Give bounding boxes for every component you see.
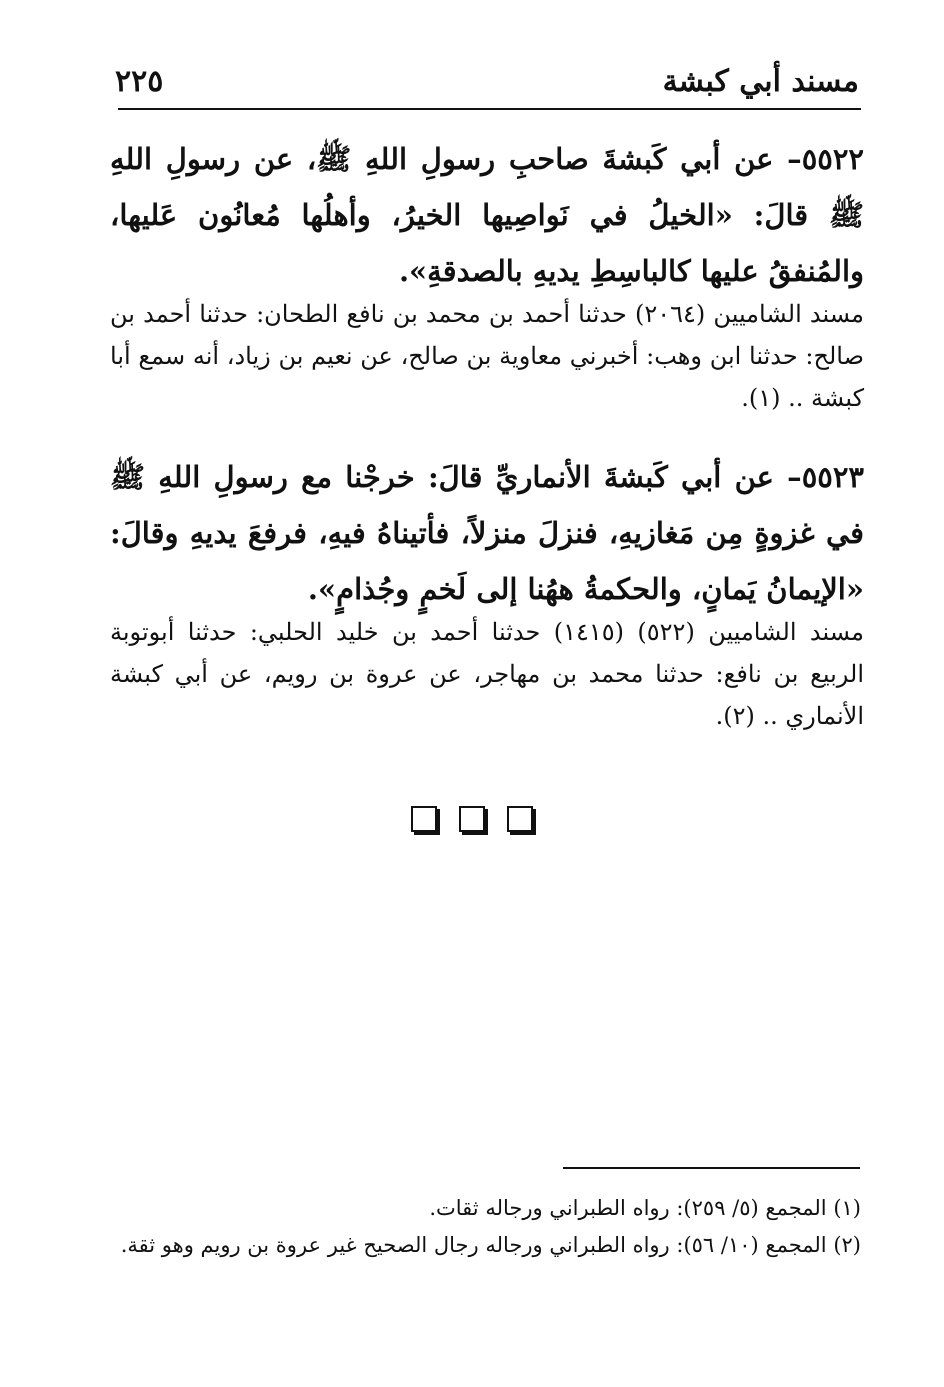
section-end-ornament [0, 806, 944, 832]
ornament-square-icon [507, 806, 533, 832]
ornament-square-icon [459, 806, 485, 832]
footnote-1: (١) المجمع (٥/ ٢٥٩): رواه الطبراني ورجاله ثقات. [429, 1196, 861, 1220]
running-title: مسند أبي كبشة [662, 64, 859, 99]
header-rule [118, 108, 861, 110]
hadith-5523-source: مسند الشاميين (٥٢٢) (١٤١٥) حدثنا أحمد بن خليد الحلبي: حدثنا أبوتوبة الربيع بن نافع: حدثنا محمد بن مهاجر، عن عروة بن رويم، عن أبي كبشة الأنماري .. (٢). [110, 618, 864, 730]
footnote-2: (٢) المجمع (١٠/ ٥٦): رواه الطبراني ورجاله رجال الصحيح غير عروة بن رويم وهو ثقة. [120, 1233, 861, 1257]
footnote-rule [563, 1167, 860, 1169]
hadith-5523-text: ٥٥٢٣– عن أبي كَبشةَ الأنماريِّ قالَ: خرجْنا مع رسولِ اللهِ ﷺ في غزوةٍ مِن مَغازيهِ، فنزلَ منزلاً، فأتيناهُ فيهِ، فرفعَ يديهِ وقالَ: «الإيمانُ يَمانٍ، والحكمةُ ههُنا إلى لَخمٍ وجُذامٍ». [110, 460, 864, 606]
hadith-5522-source: مسند الشاميين (٢٠٦٤) حدثنا أحمد بن محمد بن نافع الطحان: حدثنا أحمد بن صالح: حدثنا ابن وهب: أخبرني معاوية بن صالح، عن نعيم بن زياد، أنه سمع أبا كبشة .. (١). [110, 300, 865, 412]
ornament-square-icon [411, 806, 437, 832]
hadith-5522-text: ٥٥٢٢– عن أبي كَبشةَ صاحبِ رسولِ اللهِ ﷺ، عن رسولِ اللهِ ﷺ قالَ: «الخيلُ في نَواصِيها الخيرُ، وأهلُها مُعانُون عَليها، والمُنفقُ عليها كالباسِطِ يديهِ بالصدقةِ». [110, 142, 864, 288]
page-header [115, 62, 859, 102]
page-number: ٢٢٥ [115, 64, 164, 99]
